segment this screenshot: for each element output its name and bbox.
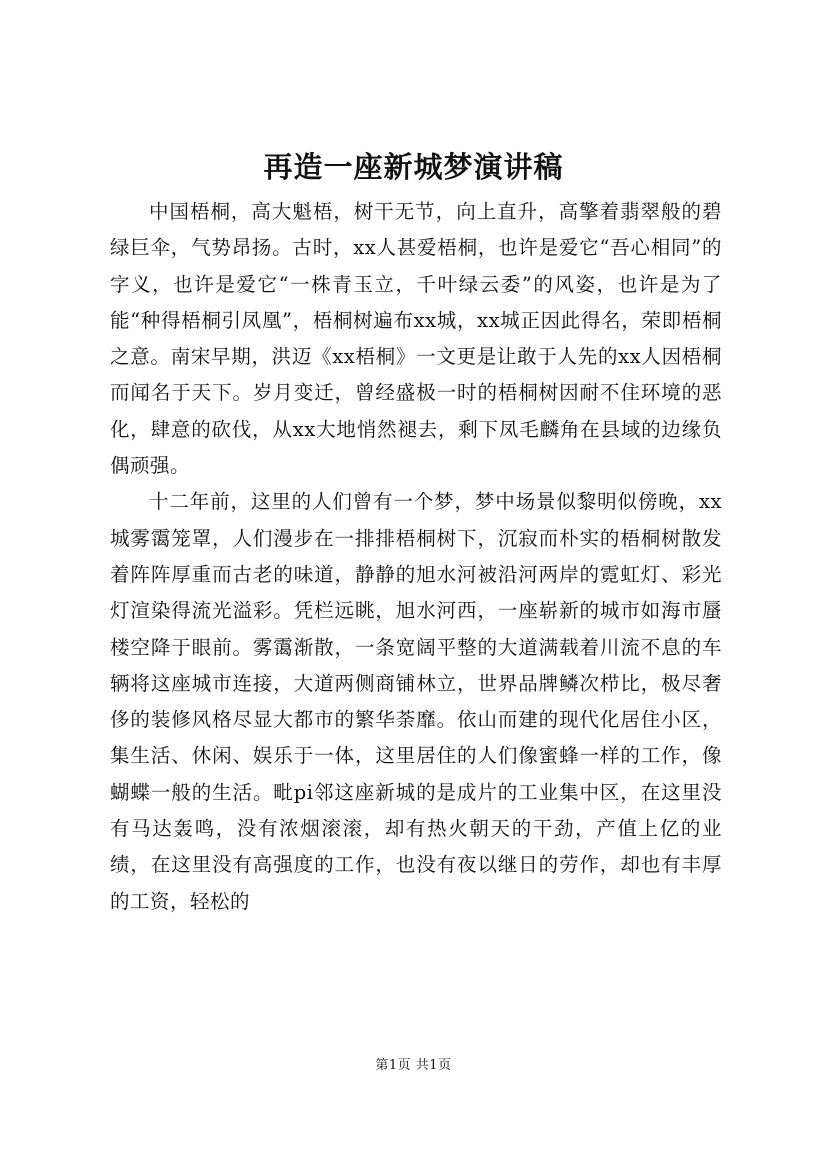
paragraph: 十二年前，这里的人们曾有一个梦，梦中场景似黎明似傍晚，xx城雾霭笼罩，人们漫步在一排排梧桐树下，沉寂而朴实的梧桐树散发着阵阵厚重而古老的味道，静静的旭水河被沿河两岸的霓虹灯、彩光灯渲染得流光溢彩。凭栏远眺，旭水河西，一座崭新的城市如海市蜃楼空降于眼前。雾霭渐散，一条宽阔平整的大道满载着川流不息的车辆将这座城市连接，大道两侧商铺林立，世界品牌鳞次栉比，极尽奢侈的装修风格尽显大都市的繁华荼靡。依山而建的现代化居住小区，集生活、休闲、娱乐于一体，这里居住的人们像蜜蜂一样的工作，像蝴蝶一般的生活。毗pi邻这座新城的是成片的工业集中区，在这里没有马达轰鸣，没有浓烟滚滚，却有热火朝天的干劲，产值上亿的业绩，在这里没有高强度的工作，也没有夜以继日的劳作，却也有丰厚的工资，轻松的 xyxy=(110,490,722,913)
paragraph: 中国梧桐，高大魁梧，树干无节，向上直升，高擎着翡翠般的碧绿巨伞，气势昂扬。古时，xx人甚爱梧桐，也许是爱它“吾心相同”的字义，也许是爱它“一株青玉立，千叶绿云委”的风姿，也许是为了能“种得梧桐引凤凰”，梧桐树遍布xx城，xx城正因此得名，荣即梧桐之意。南宋早期，洪迈《xx梧桐》一文更是让敢于人先的xx人因梧桐而闻名于天下。岁月变迁，曾经盛极一时的梧桐树因耐不住环境的恶化，肆意的砍伐，从xx大地悄然褪去，剩下凤毛麟角在县域的边缘负偶顽强。 xyxy=(110,200,722,478)
page-footer: 第1页 共1页 xyxy=(375,1058,452,1073)
document-title: 再造一座新城梦演讲稿 xyxy=(263,150,564,184)
document-body xyxy=(110,194,722,920)
